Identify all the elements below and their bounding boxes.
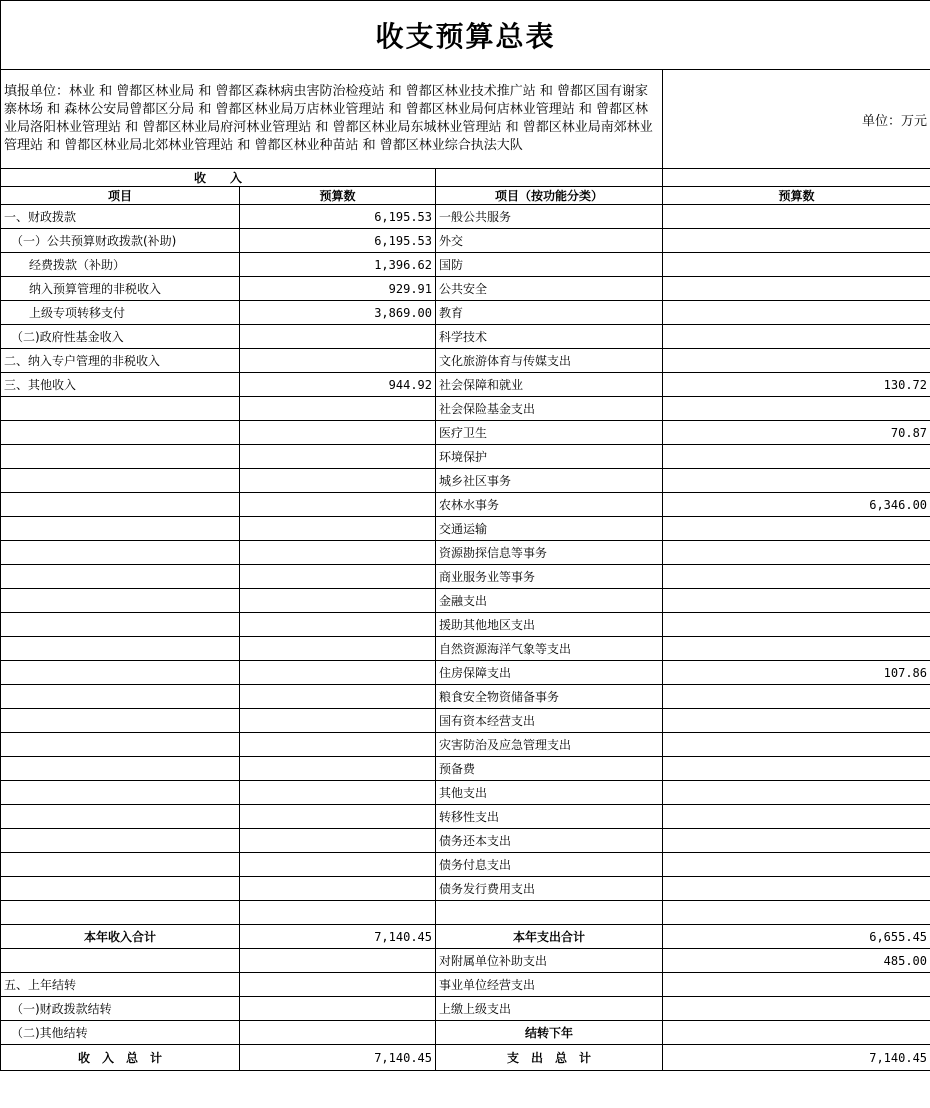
expense-item: 粮食安全物资储备事务 [436, 685, 663, 709]
income-item [1, 781, 240, 805]
income-value [240, 877, 436, 901]
income-item: 五、上年结转 [1, 973, 240, 997]
header-item-by-function: 项目（按功能分类） [436, 187, 663, 205]
expense-item: 商业服务业等事务 [436, 565, 663, 589]
unit-label: 单位：万元 [663, 70, 930, 169]
expense-item: 国有资本经营支出 [436, 709, 663, 733]
expense-value [663, 733, 930, 757]
income-item [1, 757, 240, 781]
table-row [1, 541, 930, 565]
income-grand-total-label: 收 入 总 计 [1, 1045, 240, 1071]
expense-item: 事业单位经营支出 [436, 973, 663, 997]
expense-value [663, 805, 930, 829]
income-value: 944.92 [240, 373, 436, 397]
expense-value [663, 325, 930, 349]
expense-item [436, 901, 663, 925]
table-row [1, 853, 930, 877]
income-item: 纳入预算管理的非税收入 [1, 277, 240, 301]
expense-value [663, 973, 930, 997]
income-value: 6,195.53 [240, 229, 436, 253]
income-item [1, 421, 240, 445]
expense-value: 6,346.00 [663, 493, 930, 517]
income-value [240, 685, 436, 709]
expense-value [663, 757, 930, 781]
income-value [240, 853, 436, 877]
table-row [1, 805, 930, 829]
table-row [1, 733, 930, 757]
income-total-label: 本年收入合计 [1, 925, 240, 949]
expense-value [663, 1021, 930, 1045]
income-value [240, 973, 436, 997]
expense-item: 农林水事务 [436, 493, 663, 517]
page-title: 收支预算总表 [1, 1, 930, 70]
expense-item: 文化旅游体育与传媒支出 [436, 349, 663, 373]
income-item [1, 877, 240, 901]
table-row [1, 901, 930, 925]
income-value [240, 517, 436, 541]
expense-value [663, 637, 930, 661]
expense-item: 援助其他地区支出 [436, 613, 663, 637]
income-value: 6,195.53 [240, 205, 436, 229]
table-row [1, 421, 930, 445]
income-item [1, 805, 240, 829]
expense-value [663, 829, 930, 853]
income-item [1, 613, 240, 637]
header-budget-2: 预算数 [663, 187, 930, 205]
expense-value [663, 349, 930, 373]
expense-item: 教育 [436, 301, 663, 325]
table-row [1, 565, 930, 589]
income-item [1, 589, 240, 613]
income-value [240, 661, 436, 685]
income-item: （二)其他结转 [1, 1021, 240, 1045]
expense-value [663, 901, 930, 925]
income-item: 二、纳入专户管理的非税收入 [1, 349, 240, 373]
expense-value [663, 397, 930, 421]
table-row [1, 661, 930, 685]
expense-value [663, 253, 930, 277]
income-item: 上级专项转移支付 [1, 301, 240, 325]
table-row [1, 949, 930, 973]
income-item [1, 493, 240, 517]
income-item: （二)政府性基金收入 [1, 325, 240, 349]
table-row [1, 589, 930, 613]
income-item [1, 397, 240, 421]
fill-unit-text: 填报单位：林业 和 曾都区林业局 和 曾都区森林病虫害防治检疫站 和 曾都区林业技术推广站 和 曾都区国有谢家寨林场 和 森林公安局曾都区分局 和 曾都区林业局万店林业管理站 和 曾都区林业局何店林业管理站 和 曾都区林业局洛阳林业管理站 和 曾都区林业局府河林业管理站 和 曾都区林业局东城林业管理站 和 曾都区林业局南郊林业管理站 和 曾都区林业局北郊林业管理站 和 曾都区林业种苗站 和 曾都区林业综合执法大队 [1, 70, 663, 169]
expense-item: 社会保障和就业 [436, 373, 663, 397]
income-item [1, 829, 240, 853]
expense-item: 其他支出 [436, 781, 663, 805]
table-row [1, 781, 930, 805]
expense-item: 预备费 [436, 757, 663, 781]
income-value [240, 445, 436, 469]
income-value [240, 421, 436, 445]
expense-value [663, 685, 930, 709]
expense-value [663, 469, 930, 493]
expense-item: 社会保险基金支出 [436, 397, 663, 421]
income-item [1, 445, 240, 469]
expense-total-label: 本年支出合计 [436, 925, 663, 949]
table-row [1, 613, 930, 637]
expense-item: 债务发行费用支出 [436, 877, 663, 901]
table-row [1, 493, 930, 517]
income-item: （一）公共预算财政拨款(补助) [1, 229, 240, 253]
income-item [1, 733, 240, 757]
expense-group-header-blank [436, 169, 663, 187]
income-item: （一)财政拨款结转 [1, 997, 240, 1021]
income-item [1, 685, 240, 709]
expense-item: 外交 [436, 229, 663, 253]
grand-total-row [1, 1045, 930, 1071]
expense-value [663, 853, 930, 877]
income-item [1, 541, 240, 565]
expense-item: 自然资源海洋气象等支出 [436, 637, 663, 661]
expense-item: 资源勘探信息等事务 [436, 541, 663, 565]
income-value: 1,396.62 [240, 253, 436, 277]
income-item [1, 949, 240, 973]
income-item [1, 661, 240, 685]
expense-value [663, 613, 930, 637]
expense-item: 债务还本支出 [436, 829, 663, 853]
expense-value [663, 997, 930, 1021]
income-value [240, 349, 436, 373]
income-value [240, 757, 436, 781]
expense-group-header-blank-2 [663, 169, 930, 187]
table-row [1, 253, 930, 277]
income-value [240, 613, 436, 637]
income-item: 经费拨款（补助） [1, 253, 240, 277]
income-value [240, 469, 436, 493]
expense-item: 债务付息支出 [436, 853, 663, 877]
expense-item: 公共安全 [436, 277, 663, 301]
expense-item: 医疗卫生 [436, 421, 663, 445]
expense-value [663, 877, 930, 901]
table-row [1, 637, 930, 661]
expense-value [663, 589, 930, 613]
income-value: 3,869.00 [240, 301, 436, 325]
table-row [1, 397, 930, 421]
expense-item: 交通运输 [436, 517, 663, 541]
expense-value [663, 277, 930, 301]
income-item [1, 709, 240, 733]
expense-item: 科学技术 [436, 325, 663, 349]
income-item [1, 637, 240, 661]
expense-value: 485.00 [663, 949, 930, 973]
table-row [1, 877, 930, 901]
table-row [1, 229, 930, 253]
table-row [1, 349, 930, 373]
expense-item: 转移性支出 [436, 805, 663, 829]
table-row [1, 277, 930, 301]
income-item [1, 565, 240, 589]
income-value [240, 829, 436, 853]
table-row [1, 757, 930, 781]
income-item: 一、财政拨款 [1, 205, 240, 229]
income-item: 三、其他收入 [1, 373, 240, 397]
income-value [240, 733, 436, 757]
header-budget: 预算数 [240, 187, 436, 205]
income-item [1, 853, 240, 877]
income-value [240, 541, 436, 565]
income-value [240, 493, 436, 517]
income-group-header: 收 入 [1, 169, 436, 187]
income-total-value: 7,140.45 [240, 925, 436, 949]
table-row [1, 685, 930, 709]
expense-value [663, 709, 930, 733]
expense-value: 70.87 [663, 421, 930, 445]
expense-value [663, 517, 930, 541]
expense-grand-total-label: 支 出 总 计 [436, 1045, 663, 1071]
income-value [240, 709, 436, 733]
income-value [240, 805, 436, 829]
yearly-total-row [1, 925, 930, 949]
expense-value: 130.72 [663, 373, 930, 397]
income-value: 929.91 [240, 277, 436, 301]
income-value [240, 589, 436, 613]
expense-item: 环境保护 [436, 445, 663, 469]
table-row [1, 469, 930, 493]
table-row [1, 205, 930, 229]
income-value [240, 781, 436, 805]
income-grand-total-value: 7,140.45 [240, 1045, 436, 1071]
expense-value [663, 301, 930, 325]
table-row [1, 973, 930, 997]
table-row [1, 325, 930, 349]
expense-item: 金融支出 [436, 589, 663, 613]
expense-grand-total-value: 7,140.45 [663, 1045, 930, 1071]
table-row [1, 445, 930, 469]
income-value [240, 325, 436, 349]
income-value [240, 1021, 436, 1045]
expense-item: 上缴上级支出 [436, 997, 663, 1021]
income-value [240, 637, 436, 661]
expense-value [663, 565, 930, 589]
income-value [240, 949, 436, 973]
expense-item: 国防 [436, 253, 663, 277]
table-row [1, 301, 930, 325]
header-item: 项目 [1, 187, 240, 205]
income-value [240, 901, 436, 925]
expense-item: 一般公共服务 [436, 205, 663, 229]
expense-value [663, 541, 930, 565]
income-item [1, 517, 240, 541]
income-value [240, 565, 436, 589]
expense-value [663, 781, 930, 805]
income-item [1, 469, 240, 493]
expense-total-value: 6,655.45 [663, 925, 930, 949]
table-row [1, 709, 930, 733]
table-row [1, 829, 930, 853]
expense-value: 107.86 [663, 661, 930, 685]
income-value [240, 997, 436, 1021]
expense-value [663, 445, 930, 469]
carryover-label: 结转下年 [436, 1021, 663, 1045]
expense-item: 灾害防治及应急管理支出 [436, 733, 663, 757]
expense-value [663, 205, 930, 229]
expense-item: 住房保障支出 [436, 661, 663, 685]
expense-item: 对附属单位补助支出 [436, 949, 663, 973]
income-value [240, 397, 436, 421]
table-row [1, 997, 930, 1021]
expense-value [663, 229, 930, 253]
income-item [1, 901, 240, 925]
expense-item: 城乡社区事务 [436, 469, 663, 493]
table-row [1, 517, 930, 541]
table-row [1, 373, 930, 397]
table-row [1, 1021, 930, 1045]
